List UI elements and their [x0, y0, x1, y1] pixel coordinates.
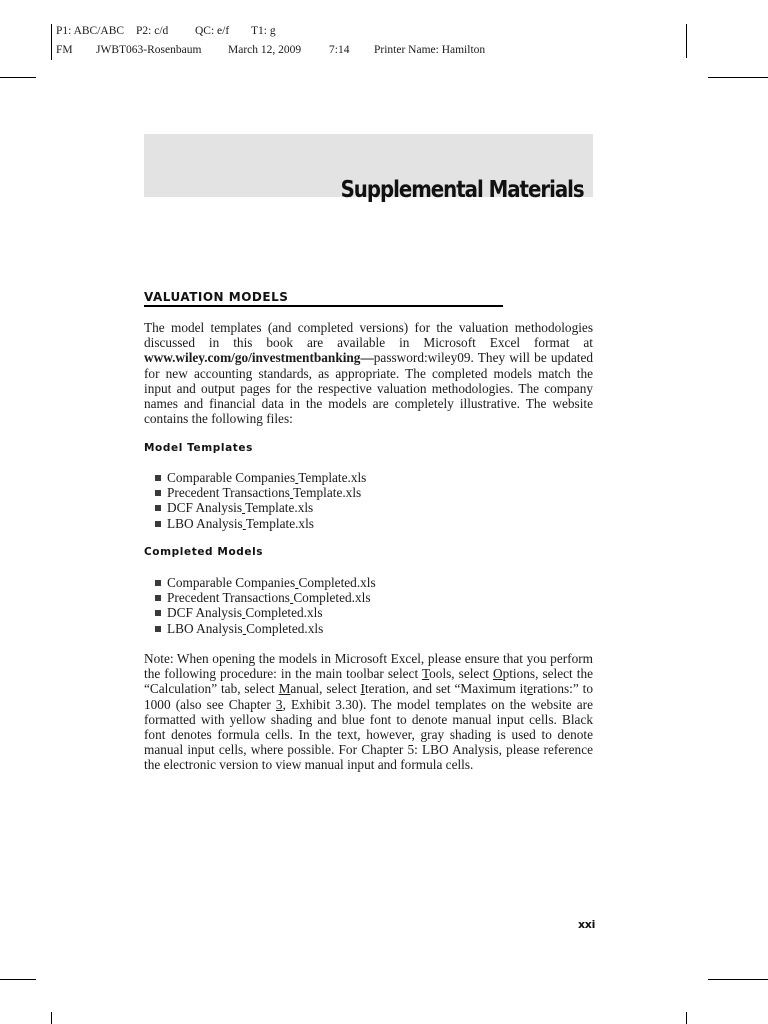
list-item: Comparable Companies Completed.xls — [155, 575, 376, 590]
section-heading-rule — [144, 305, 503, 307]
header-p2: P2: c/d — [136, 25, 169, 37]
model-templates-list — [155, 470, 366, 531]
list-item: Precedent Transactions Completed.xls — [155, 590, 376, 605]
crop-mark-bottom-left — [0, 979, 36, 980]
square-bullet-icon — [155, 490, 161, 496]
intro-text-end: password:wiley09. They will be updated for new accounting standards, as appropriate. The completed models match the input and output pages for the respective valuation methodologies. The company names and financial data in the models are completely illustrative. The website contains the following files: — [144, 350, 593, 427]
note-paragraph: Note: When opening the models in Microsoft Excel, please ensure that you perform the following procedure: in the main toolbar select Tools, select Options, select the “Calculation” tab, select Manual, select Iteration, and set “Maximum iterations:” to 1000 (also see Chapter 3, Exhibit 3.30). The model templates on the website are formatted with yellow shading and blue font to denote manual input cells. Black font denotes formula cells. In the text, however, gray shading is used to denote manual input cells, where possible. For Chapter 5: LBO Analysis, please reference the electronic version to view manual input and formula cells. — [144, 651, 593, 773]
square-bullet-icon — [155, 595, 161, 601]
header-time: 7:14 — [329, 44, 350, 56]
square-bullet-icon — [155, 475, 161, 481]
list-item: DCF Analysis Template.xls — [155, 500, 366, 515]
crop-mark-top-left — [0, 77, 36, 78]
list-item: LBO Analysis Completed.xls — [155, 621, 376, 636]
running-header-line2 — [56, 43, 485, 57]
header-p1: P1: ABC/ABC — [56, 25, 125, 37]
list-item: DCF Analysis Completed.xls — [155, 605, 376, 620]
website-url: www.wiley.com/go/investmentbanking— — [144, 350, 374, 366]
crop-mark-bottom-vertical-left — [51, 1012, 52, 1024]
list-item: LBO Analysis Template.xls — [155, 516, 366, 531]
header-right-rule — [686, 24, 687, 58]
running-header-line1 — [56, 24, 276, 38]
crop-mark-bottom-right — [708, 979, 768, 980]
chapter-title: Supplemental Materials — [340, 177, 584, 203]
model-templates-heading: Model Templates — [144, 442, 253, 454]
header-printer: Printer Name: Hamilton — [374, 44, 486, 56]
section-heading: VALUATION MODELS — [144, 290, 289, 304]
square-bullet-icon — [155, 626, 161, 632]
crop-mark-bottom-vertical-right — [686, 1012, 687, 1024]
completed-models-list — [155, 575, 376, 636]
completed-models-heading: Completed Models — [144, 546, 264, 558]
header-qc: QC: e/f — [195, 25, 230, 37]
header-section: FM — [56, 44, 73, 56]
square-bullet-icon — [155, 610, 161, 616]
crop-mark-top-right — [708, 77, 768, 78]
header-date: March 12, 2009 — [228, 44, 302, 56]
list-item: Comparable Companies Template.xls — [155, 470, 366, 485]
page-number: xxi — [578, 918, 596, 931]
square-bullet-icon — [155, 505, 161, 511]
header-book-id: JWBT063-Rosenbaum — [96, 44, 202, 56]
intro-text-start: The model templates (and completed versions) for the valuation methodologies discussed in this book are available in Microsoft Excel format at — [144, 320, 593, 351]
intro-paragraph — [144, 320, 593, 426]
header-left-rule — [51, 24, 52, 60]
square-bullet-icon — [155, 580, 161, 586]
square-bullet-icon — [155, 521, 161, 527]
header-t1: T1: g — [251, 25, 276, 37]
list-item: Precedent Transactions Template.xls — [155, 485, 366, 500]
